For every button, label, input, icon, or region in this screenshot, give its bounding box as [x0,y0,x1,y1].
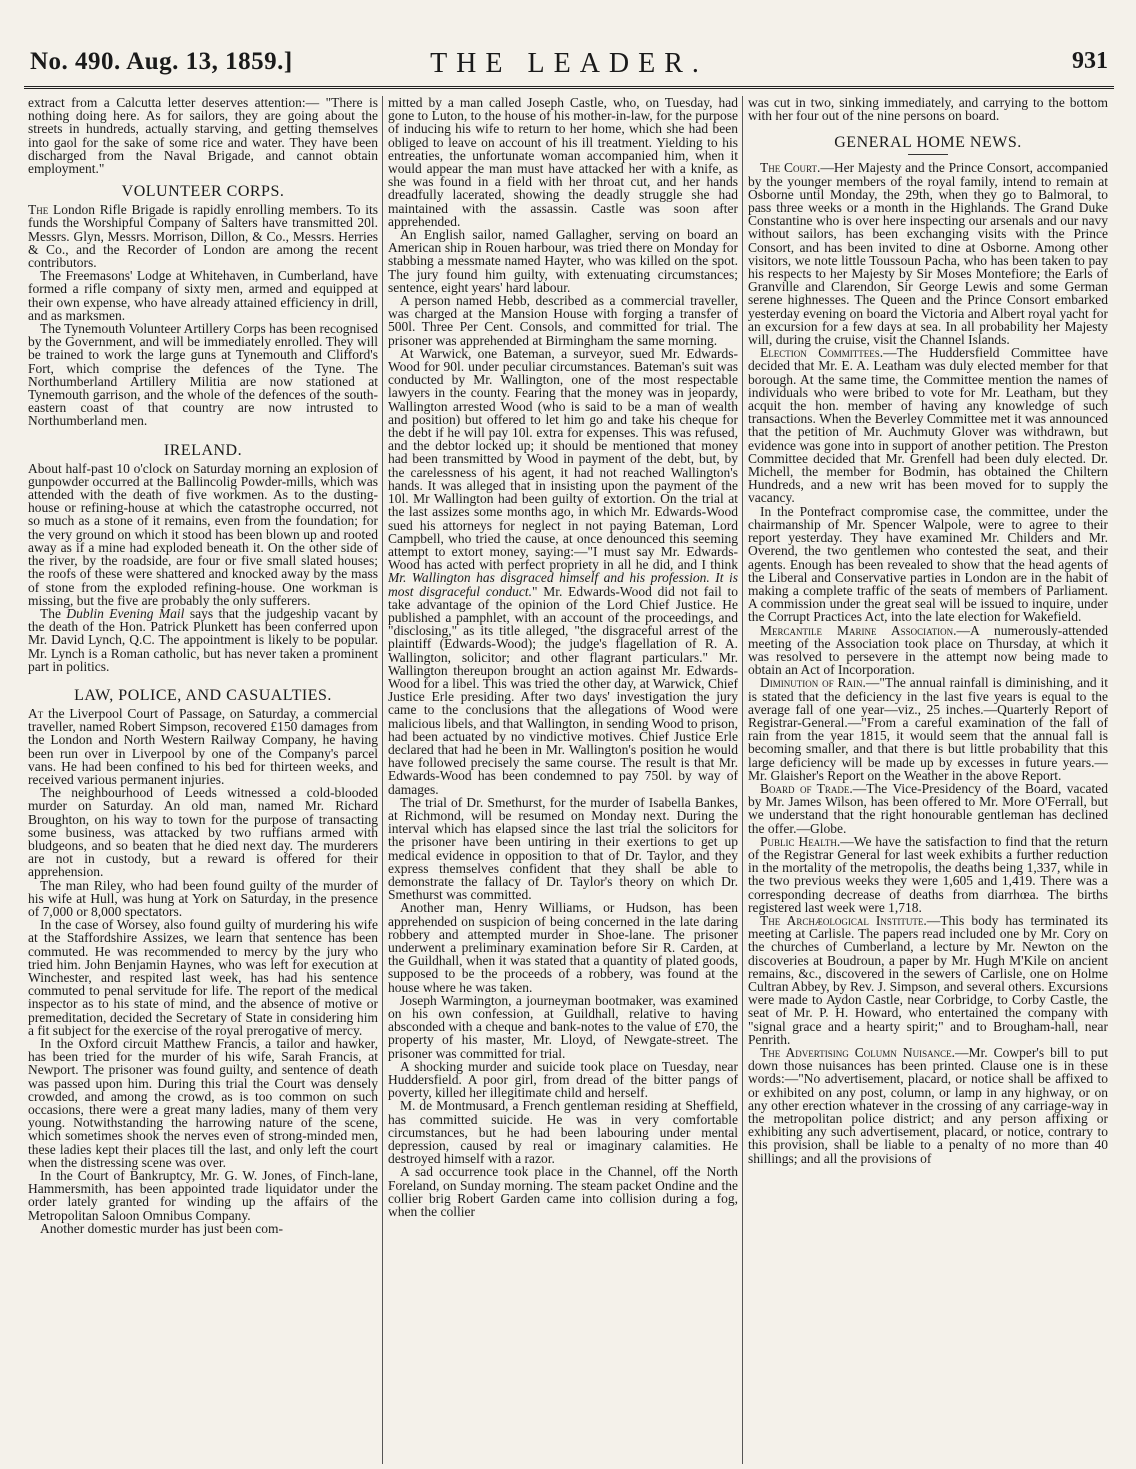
masthead-rule [24,86,1114,89]
article-paragraph: Joseph Warmington, a journeyman bootmaker, was examined on his own confession, at Guildhall, relative to having absconded with a cheque and bank-notes to the value of £70, the property of his master, Mr. Lloyd, of Newgate-street. The prisoner was committed for trial. [388,992,738,1061]
lead-in: Public Health. [760,833,841,849]
article-paragraph: Another man, Henry Williams, or Hudson, has been apprehended on suspicion of being concerned in the late daring robbery and attempted murder in Shoe-lane. The prisoner underwent a preliminary examination before Sir R. Carden, at the Guildhall, when it was stated that a quantity of plated goods, supposed to be the proceeds of a robbery, was found at the house where he was taken. [388,900,738,995]
lead-in: The [28,202,49,218]
paragraph-text: the Liverpool Court of Passage, on Saturday, a commercial traveller, named Robert Simpson, recovered £150 damages from the London and North Western Railway Company, he having been run over in Liverpool by one of the Company's parcel vans. He had been confined to his bed for thirteen weeks, and received various permanent injuries. [28,705,378,787]
lead-in: Diminution of Rain. [760,675,866,691]
paragraph-text: —This body has terminated its meeting at Carlisle. The papers read included one by Mr. Cory on the churches of Cumberland, a lecture by Mr. Newton on the discoveries at Boudroun, a paper by Mr. Hugh M'Kile on ancient remains, &c., discovered in the sewers of Carlisle, one on Holme Cultran Abbey, by Rev. J. Simpson, and several others. Excursions were made to Aydon Castle, near Corbridge, to Corby Castle, the seat of Mr. P. H. Howard, who entertained the company with "signal grace and a hearty spirit;" and to Brougham-hall, near Penrith. [748,912,1108,1047]
paragraph-text: —Mr. Cowper's bill to put down those nuisances has been printed. Clause one is in these words:—"No advertisement, placard, or notice shall be affixed to or exhibited on any post, column, or lamp in any highway, or on any other erection whatever in the crossing of any carriage-way in the metropolitan police district; and any person affixing or exhibiting any such advertisement, placard, or notice, contrary to this provision, shall be liable to a penalty of no more than 40 shillings; and all the provisions of [748,1045,1108,1166]
paragraph-text: —Her Majesty and the Prince Consort, accompanied by the younger members of the royal family, intend to remain at Osborne until Monday, the 29th, when they go to Balmoral, to pass three weeks or a month in the Highlands. The Grand Duke Constantine who is over here inspecting our arsenals and our navy without sailors, has been exchanging visits with the Prince Consort, and has been invited to dine at Osborne. Among other visitors, we note little Toussoun Pacha, who has been taken to pay his respects to her Majesty by Sir Moses Montefiore; the Earls of Granville and Clarendon, Sir George Lewis and some German serene highnesses. The Queen and the Prince Consort embarked yesterday evening on board the Victoria and Albert royal yacht for an excursion for a few days at sea. In all probability her Majesty will, during the cruise, visit the Channel Islands. [748,160,1108,348]
article-paragraph: In the Oxford circuit Matthew Francis, a tailor and hawker, has been tried for the murder of his wife, Sarah Francis, at Newport. The prisoner was found guilty, and sentence of death was passed upon him. During this trial the Court was densely crowded, and among the crowd, as is too common on such occasions, there were a great many ladies, many of them very young. Notwithstanding the harrowing nature of the scene, which sometimes shook the nerves even of strong-minded men, these ladies kept their places till the last, and only left the court when the distressing scene was over. [28,1036,378,1170]
article-paragraph [28,607,378,673]
paragraph-text: —The Vice-Presidency of the Board, vacated by Mr. James Wilson, has been offered to Mr. More O'Ferrall, but we understand that the right honourable gentleman has declined the offer.—Globe. [748,780,1108,836]
lead-in: Election Committees. [760,345,884,361]
column-3 [748,96,1108,1468]
issue-date: Aug. 13, 1859.] [126,48,293,75]
article-paragraph: was cut in two, sinking immediately, and carrying to the bottom with her four out of the nine persons on board. [748,96,1108,124]
lead-in: Mercantile Marine Association. [760,622,957,638]
article-paragraph [748,676,1108,782]
section-heading: VOLUNTEER CORPS. [121,183,285,201]
column-divider [382,96,383,1464]
article-paragraph: M. de Montmusard, a French gentleman residing at Sheffield, has committed suicide. He was in very comfortable circumstances, but he had been labouring under mental depression, caused by real or imaginary calamities. He destroyed himself with a razor. [388,1098,738,1167]
section-heading: GENERAL HOME NEWS. [834,134,1022,152]
paragraph-text: says that the judgeship vacant by the death of the Hon. Patrick Plunkett has been conferred upon Mr. David Lynch, Q.C. The appointment is likely to be popular. Mr. Lynch is a Roman catholic, but has never taken a prominent part in politics. [28,605,378,674]
page-number: 931 [1072,48,1108,74]
article-paragraph: The man Riley, who had been found guilty of the murder of his wife at Hull, was hung at York on Saturday, in the presence of 7,000 or 8,000 spectators. [28,877,378,919]
section-heading: IRELAND. [163,441,243,459]
article-paragraph [748,624,1108,677]
article-paragraph: Another domestic murder has just been com- [40,1220,283,1236]
paragraph-text: The [40,605,61,621]
article-paragraph: About half-past 10 o'clock on Saturday morning an explosion of gunpowder occurred at the Ballincolig Powder-mills, which was attended with the death of five workmen. As to the dusting-house or refining-house at which the catastrophe occurred, not so much as a stone of it remains, even from the foundation; for the very ground on which it stood has been blown up and rooted away as if a mine had exploded beneath it. On the other side of the river, by the roadside, are four or five small slated houses; the roofs of these were shattered and knocked away by the mass of stone from the exploded refining-house. One workman is missing, but the five are probably the only sufferers. [28,460,378,608]
article-paragraph: In the case of Worsey, also found guilty of murdering his wife at the Staffordshire Assizes, we learn that sentence has been commuted. He was recommended to mercy by the jury who tried him. John Benjamin Haynes, who was left for execution at Winchester, and respited last week, has had his sentence commuted to penal servitude for life. The report of the medical inspector as to his state of mind, and the absence of motive or premeditation, decided the Secretary of State in considering him a fit subject for the exercise of the royal prerogative of mercy. [28,917,378,1038]
article-paragraph: mitted by a man called Joseph Castle, who, on Tuesday, had gone to Luton, to the house of his mother-in-law, for the purpose of inducing his wife to return to her home, which she had been obliged to leave on account of his ill treatment. Yielding to his entreaties, the unfortunate woman accompanied him, when it would appear the man must have attacked her with a knife, as she was found in a field with her throat cut, and her hands dreadfully lacerated, showing the deadly struggle she had maintained with the assassin. Castle was soon after apprehended. [388,96,738,229]
article-paragraph [388,347,738,796]
article-paragraph [748,161,1108,346]
lead-in: The Archæological Institute. [760,912,927,928]
issue-number: No. 490. [30,48,121,75]
italic-text: Dublin Evening Mail [66,605,185,621]
paragraph-text: London Rifle Brigade is rapidly enrolling members. To its funds the Worshipful Company of Salters have transmitted 20l. Messrs. Glyn, Messrs. Morrison, Dillon, & Co., Messrs. Herries & Co., and the Recorder of London are among the recent contributors. [28,202,378,271]
article-paragraph: The neighbourhood of Leeds witnessed a cold-blooded murder on Saturday. An old man, named Mr. Richard Broughton, on his way to town for the purpose of transacting some business, was attacked by two ruffians armed with bludgeons, and so beaten that he died next day. The murderers are not in custody, but a reward is offered for their apprehension. [28,785,378,880]
article-paragraph [28,203,378,269]
article-paragraph: In the Court of Bankruptcy, Mr. G. W. Jones, of Finch-lane, Hammersmith, has been appointed trade liquidator under the order lately granted for winding up the affairs of the Metropolitan Saloon Omnibus Company. [28,1168,378,1223]
paragraph-text: —The Huddersfield Committee have decided that Mr. E. A. Leatham was duly elected member for that borough. At the same time, the Committee mention the names of individuals who were bribed to vote for Mr. Leatham, but they acquit the hon. member of having any knowledge of such transactions. When the Beverley Committee met it was announced that the petition of Mr. Auchmuty Glover was withdrawn, but evidence was gone into in support of another petition. The Preston Committee decided that Mr. Grenfell had been duly elected. Dr. Michell, the member for Bodmin, has obtained the Chiltern Hundreds, and a new writ has been moved for to supply the vacancy. [748,345,1108,506]
lead-in: The Advertising Column Nuisance. [760,1045,955,1061]
heading-rule [908,154,948,155]
newspaper-title: THE LEADER. [430,48,708,79]
article-paragraph [748,835,1108,914]
lead-in: The Court. [760,160,821,176]
masthead [24,48,1114,88]
article-paragraph: A sad occurrence took place in the Channel, off the North Foreland, on Sunday morning. The steam packet Ondine and the collier brig Robert Garden came into collision during a fog, when the collier [388,1164,738,1220]
article-paragraph: In the Pontefract compromise case, the committee, under the chairmanship of Mr. Spencer Walpole, were to agree to their report yesterday. They have examined Mr. Childers and Mr. Overend, the two gentlemen who contested the seat, and their agents. Enough has been revealed to show that the head agents of the Liberal and Conservative parties in London are in the habit of making a complete traffic of the seats of members of Parliament. A commission under the great seal will be issued to inquire, under the Corrupt Practices Act, into the late election for Wakefield. [748,503,1108,625]
section-heading: LAW, POLICE, AND CASUALTIES. [74,686,332,704]
article-paragraph [748,1046,1108,1165]
article-paragraph [748,782,1108,835]
article-paragraph: The Freemasons' Lodge at Whitehaven, in Cumberland, have formed a rifle company of sixty men, armed and equipped at their own expense, who have already attained efficiency in drill, and as marksmen. [28,268,378,323]
paragraph-text: —"The annual rainfall is diminishing, and it is stated that the deficiency in the last five years is equal to the average fall of one year—viz., 25 inches.—Quarterly Report of Registrar-General.—"From a careful examination of the fall of rain from the year 1815, it would seem that the annual fall is becoming smaller, and that there is but little probability that this large deficiency will be made up by excesses in future years.—Mr. Glaisher's Report on the Weather in the above Report. [748,675,1108,783]
column-divider [742,96,743,1464]
article-paragraph [748,346,1108,504]
paragraph-text: " Mr. Edwards-Wood did not fail to take advantage of the opinion of the Lord Chief Justice. He published a pamphlet, with an account of the proceedings, and "disclosing," as its title alleged, "the disgraceful arrest of the plaintiff (Edwards-Wood); the judge's flagellation of R. A. Wallington, solicitor; and other flagrant particulars." Mr. Wallington thereupon brought an action against Mr. Edwards-Wood for a libel. This was tried the other day, at Warwick, Chief Justice Erle presiding. After two days' investigation the jury came to the conclusions that the allegations of Wood were malicious libels, and that Wallington, in sending Wood to prison, had been actuated by no vindictive motives. Chief Justice Erle declared that had he been in Mr. Wallington's position he would have followed precisely the same course. The result is that Mr. Edwards-Wood has been condemned to pay 750l. by way of damages. [388,583,738,797]
article-paragraph [28,707,378,786]
column-1 [28,96,378,1468]
article-paragraph [748,914,1108,1046]
article-paragraph: A shocking murder and suicide took place on Tuesday, near Huddersfield. A poor girl, from dread of the bitter pangs of poverty, killed her illegitimate child and herself. [388,1058,738,1101]
article-paragraph: The trial of Dr. Smethurst, for the murder of Isabella Bankes, at Richmond, will be resumed on Monday next. During the interval which has elapsed since the last trial the solicitors for the prisoner have been untiring in their exertions to get up medical evidence in opposition to that of Dr. Taylor, and they express themselves confident that they shall be able to demonstrate the fallacy of Dr. Taylor's theory on which Dr. Smethurst was committed. [388,794,738,903]
article-paragraph: extract from a Calcutta letter deserves attention:— "There is nothing doing here. As for sailors, they are going about the streets in hundreds, actually starving, and getting themselves into gaol for the sake of some rice and water. They have been discharged from the Naval Brigade, and cannot obtain employment." [28,96,378,177]
column-2 [388,96,738,1468]
italic-quote: Mr. Wallington has disgraced himself and his profession. It is most disgraceful conduct. [388,570,738,599]
article-paragraph: An English sailor, named Gallagher, serving on board an American ship in Rouen harbour, was tried there on Monday for stabbing a messmate named Hayter, who was killed on the spot. The jury found him guilty, with extenuating circumstances; sentence, eight years' hard labour. [388,227,738,295]
lead-in: Board of Trade. [760,780,853,796]
article-paragraph: A person named Hebb, described as a commercial traveller, was charged at the Mansion House with forging a transfer of 500l. Three Per Cent. Consols, and committed for trial. The prisoner was apprehended at Birmingham the same morning. [388,293,738,348]
paragraph-text: —We have the satisfaction to find that the return of the Registrar General for last week exhibits a further reduction in the mortality of the metropolis, the deaths being 1,337, while in the two previous weeks they were 1,605 and 1,419. There was a corresponding decrease of deaths from diarrhœa. The births registered last week were 1,718. [748,833,1108,915]
lead-in: At [28,705,44,721]
paragraph-text: At Warwick, one Bateman, a surveyor, sued Mr. Edwards-Wood for 90l. under peculiar circumstances. Bateman's suit was conducted by Mr. Wallington, one of the most respectable lawyers in the county. Fearing that the money was in jeopardy, Wallington arrested Wood (who is said to be a man of wealth and position) but offered to let him go and take his cheque for the debt if he will pay 10l. extra for expenses. This was refused, and the debtor locked up; it should be mentioned that money had been transmitted by Wood in payment of the debt, but, by the carelessness of his agent, it had not reached Wallington's hands. It was alleged that in insisting upon the payment of the 10l. Mr Wallington had been guilty of extortion. On the trial at the last assizes some months ago, in which Mr. Edwards-Wood sued his attorneys for neglect in not paying Bateman, Lord Campbell, who tried the cause, at once denounced this seeming attempt to extort money, saying:—"I must say Mr. Edwards-Wood has acted with perfect propriety in all he did, and I think [388,345,738,573]
article-paragraph: The Tynemouth Volunteer Artillery Corps has been recognised by the Government, and will be immediately enrolled. They will be trained to work the large guns at Tynemouth and Clifford's Fort, which comprise the defences of the Tyne. The Northumberland Artillery Militia are now stationed at Tynemouth garrison, and the whole of the defences of the south-eastern coast of that country are now intrusted to Northumberland men. [28,321,378,429]
paragraph-text: —A numerously-attended meeting of the Association took place on Thursday, at which it was resolved to persevere in the attempt now being made to obtain an Act of Incorporation. [748,622,1108,678]
